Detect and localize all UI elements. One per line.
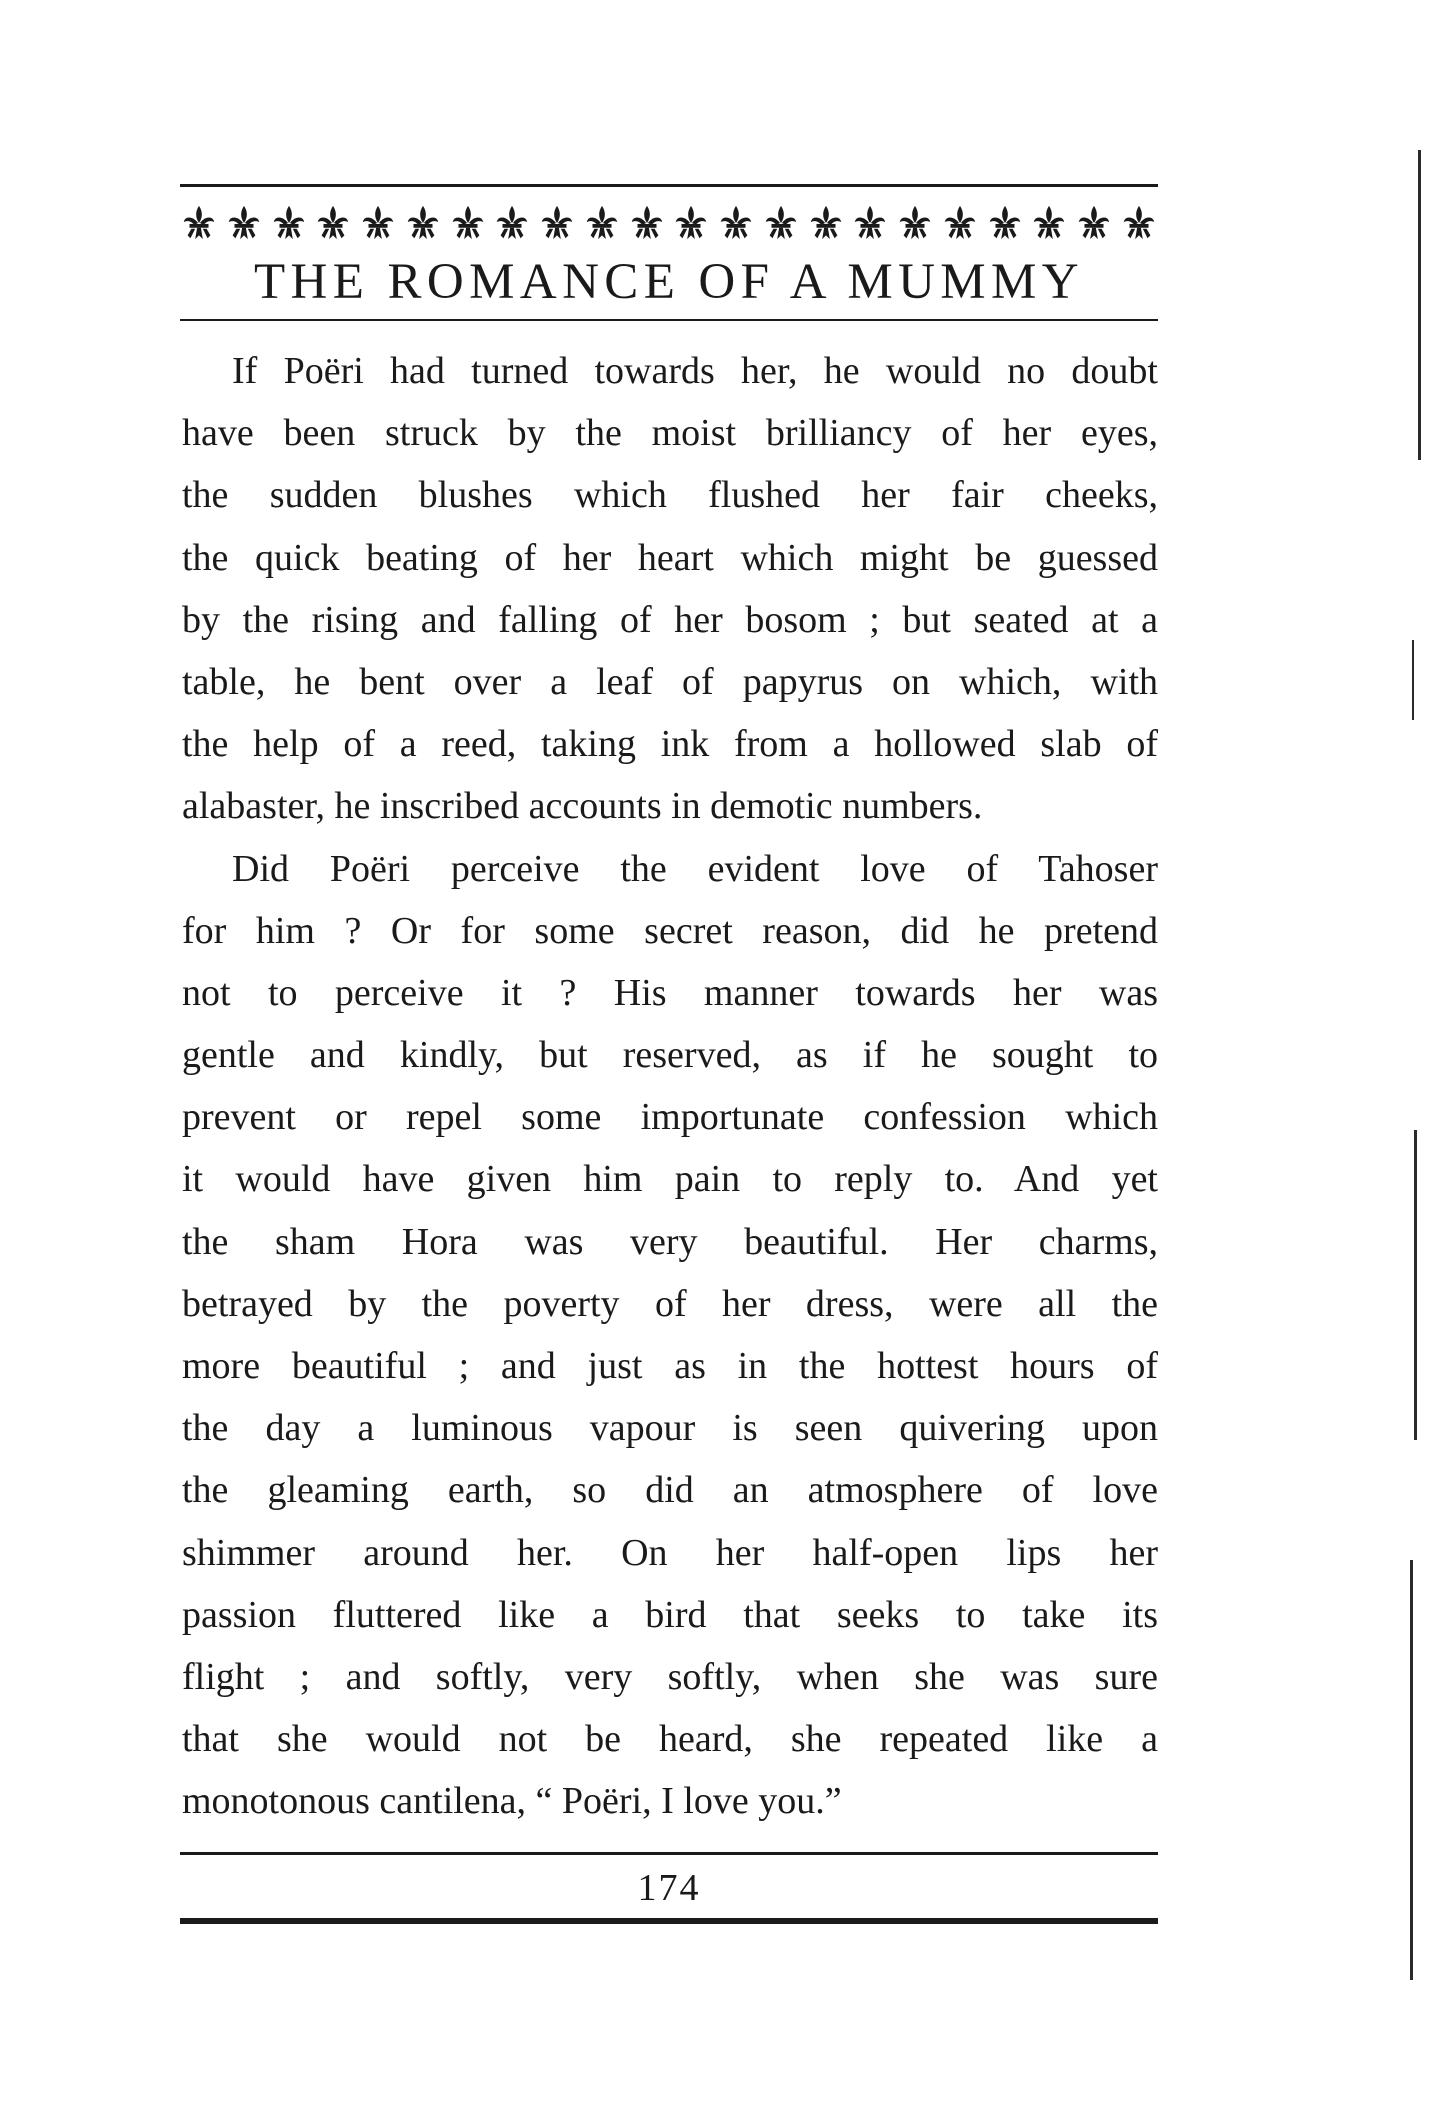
fleur-de-lis-icon [359, 203, 397, 243]
running-head: THE ROMANCE OF A MUMMY [253, 254, 1085, 310]
text-line: betrayed by the poverty of her dress, were all the [182, 1282, 1158, 1325]
fleur-de-lis-icon [1030, 203, 1068, 243]
text-line: gentle and kindly, but reserved, as if he sought to [182, 1034, 1158, 1077]
text-line: not to perceive it ? His manner towards her was [182, 971, 1158, 1014]
text-line: passion fluttered like a bird that seeks to take its [182, 1593, 1158, 1636]
footer-top-rule [180, 1852, 1158, 1855]
fleur-de-lis-icon [672, 203, 710, 243]
header-top-rule [180, 184, 1158, 187]
fleur-de-lis-icon [314, 203, 352, 243]
text-line: that she would not be heard, she repeated like a [182, 1718, 1158, 1761]
text-line: alabaster, he inscribed accounts in demotic numbers. [182, 785, 983, 828]
page-number: 174 [637, 1867, 701, 1909]
text-line: If Poëri had turned towards her, he would no doubt [232, 350, 1158, 392]
fleur-de-lis-icon [628, 203, 666, 243]
fleur-de-lis-icon [404, 203, 442, 243]
fleur-de-lis-icon [1075, 203, 1113, 243]
text-line: table, he bent over a leaf of papyrus on which, with [182, 660, 1158, 703]
text-line: shimmer around her. On her half-open lips her [182, 1531, 1158, 1574]
fleur-de-lis-icon [1120, 203, 1158, 243]
text-line: monotonous cantilena, “ Poëri, I love you.” [182, 1780, 842, 1823]
scan-edge-mark [1414, 1130, 1417, 1440]
text-line: it would have given him pain to reply to. And yet [182, 1158, 1158, 1201]
fleur-de-lis-icon [717, 203, 755, 243]
header-bottom-rule [180, 319, 1158, 321]
text-line: have been struck by the moist brilliancy of her eyes, [182, 412, 1158, 455]
fleur-de-lis-icon [449, 203, 487, 243]
fleur-de-lis-icon [986, 203, 1024, 243]
text-line: flight ; and softly, very softly, when she was sure [182, 1655, 1158, 1698]
fleur-de-lis-icon [583, 203, 621, 243]
fleur-de-lis-icon [180, 203, 218, 243]
scan-edge-mark [1418, 150, 1421, 460]
text-line: the help of a reed, taking ink from a hollowed slab of [182, 723, 1158, 766]
body-text [182, 340, 1158, 1833]
fleur-de-lis-icon [941, 203, 979, 243]
text-line: the day a luminous vapour is seen quivering upon [182, 1407, 1158, 1450]
fleur-de-lis-icon [807, 203, 845, 243]
fleur-de-lis-icon [493, 203, 531, 243]
text-line: the sham Hora was very beautiful. Her charms, [182, 1220, 1158, 1263]
text-line: by the rising and falling of her bosom ; but seated at a [182, 598, 1158, 641]
fleur-de-lis-icon [762, 203, 800, 243]
fleur-de-lis-icon [225, 203, 263, 243]
fleur-de-lis-icon [270, 203, 308, 243]
ornament-border [180, 200, 1158, 246]
text-line: prevent or repel some importunate confession which [182, 1096, 1158, 1139]
scan-edge-mark [1410, 1560, 1413, 1980]
text-line: the quick beating of her heart which might be guessed [182, 536, 1158, 579]
text-line: the gleaming earth, so did an atmosphere of love [182, 1469, 1158, 1512]
fleur-de-lis-icon [896, 203, 934, 243]
footer-bottom-rule [180, 1918, 1158, 1924]
scan-edge-mark [1412, 640, 1414, 720]
text-line: the sudden blushes which flushed her fair cheeks, [182, 474, 1158, 517]
text-line: more beautiful ; and just as in the hottest hours of [182, 1345, 1158, 1387]
text-line: Did Poëri perceive the evident love of Tahoser [232, 847, 1158, 890]
fleur-de-lis-icon [851, 203, 889, 243]
fleur-de-lis-icon [538, 203, 576, 243]
text-line: for him ? Or for some secret reason, did he pretend [182, 909, 1158, 952]
